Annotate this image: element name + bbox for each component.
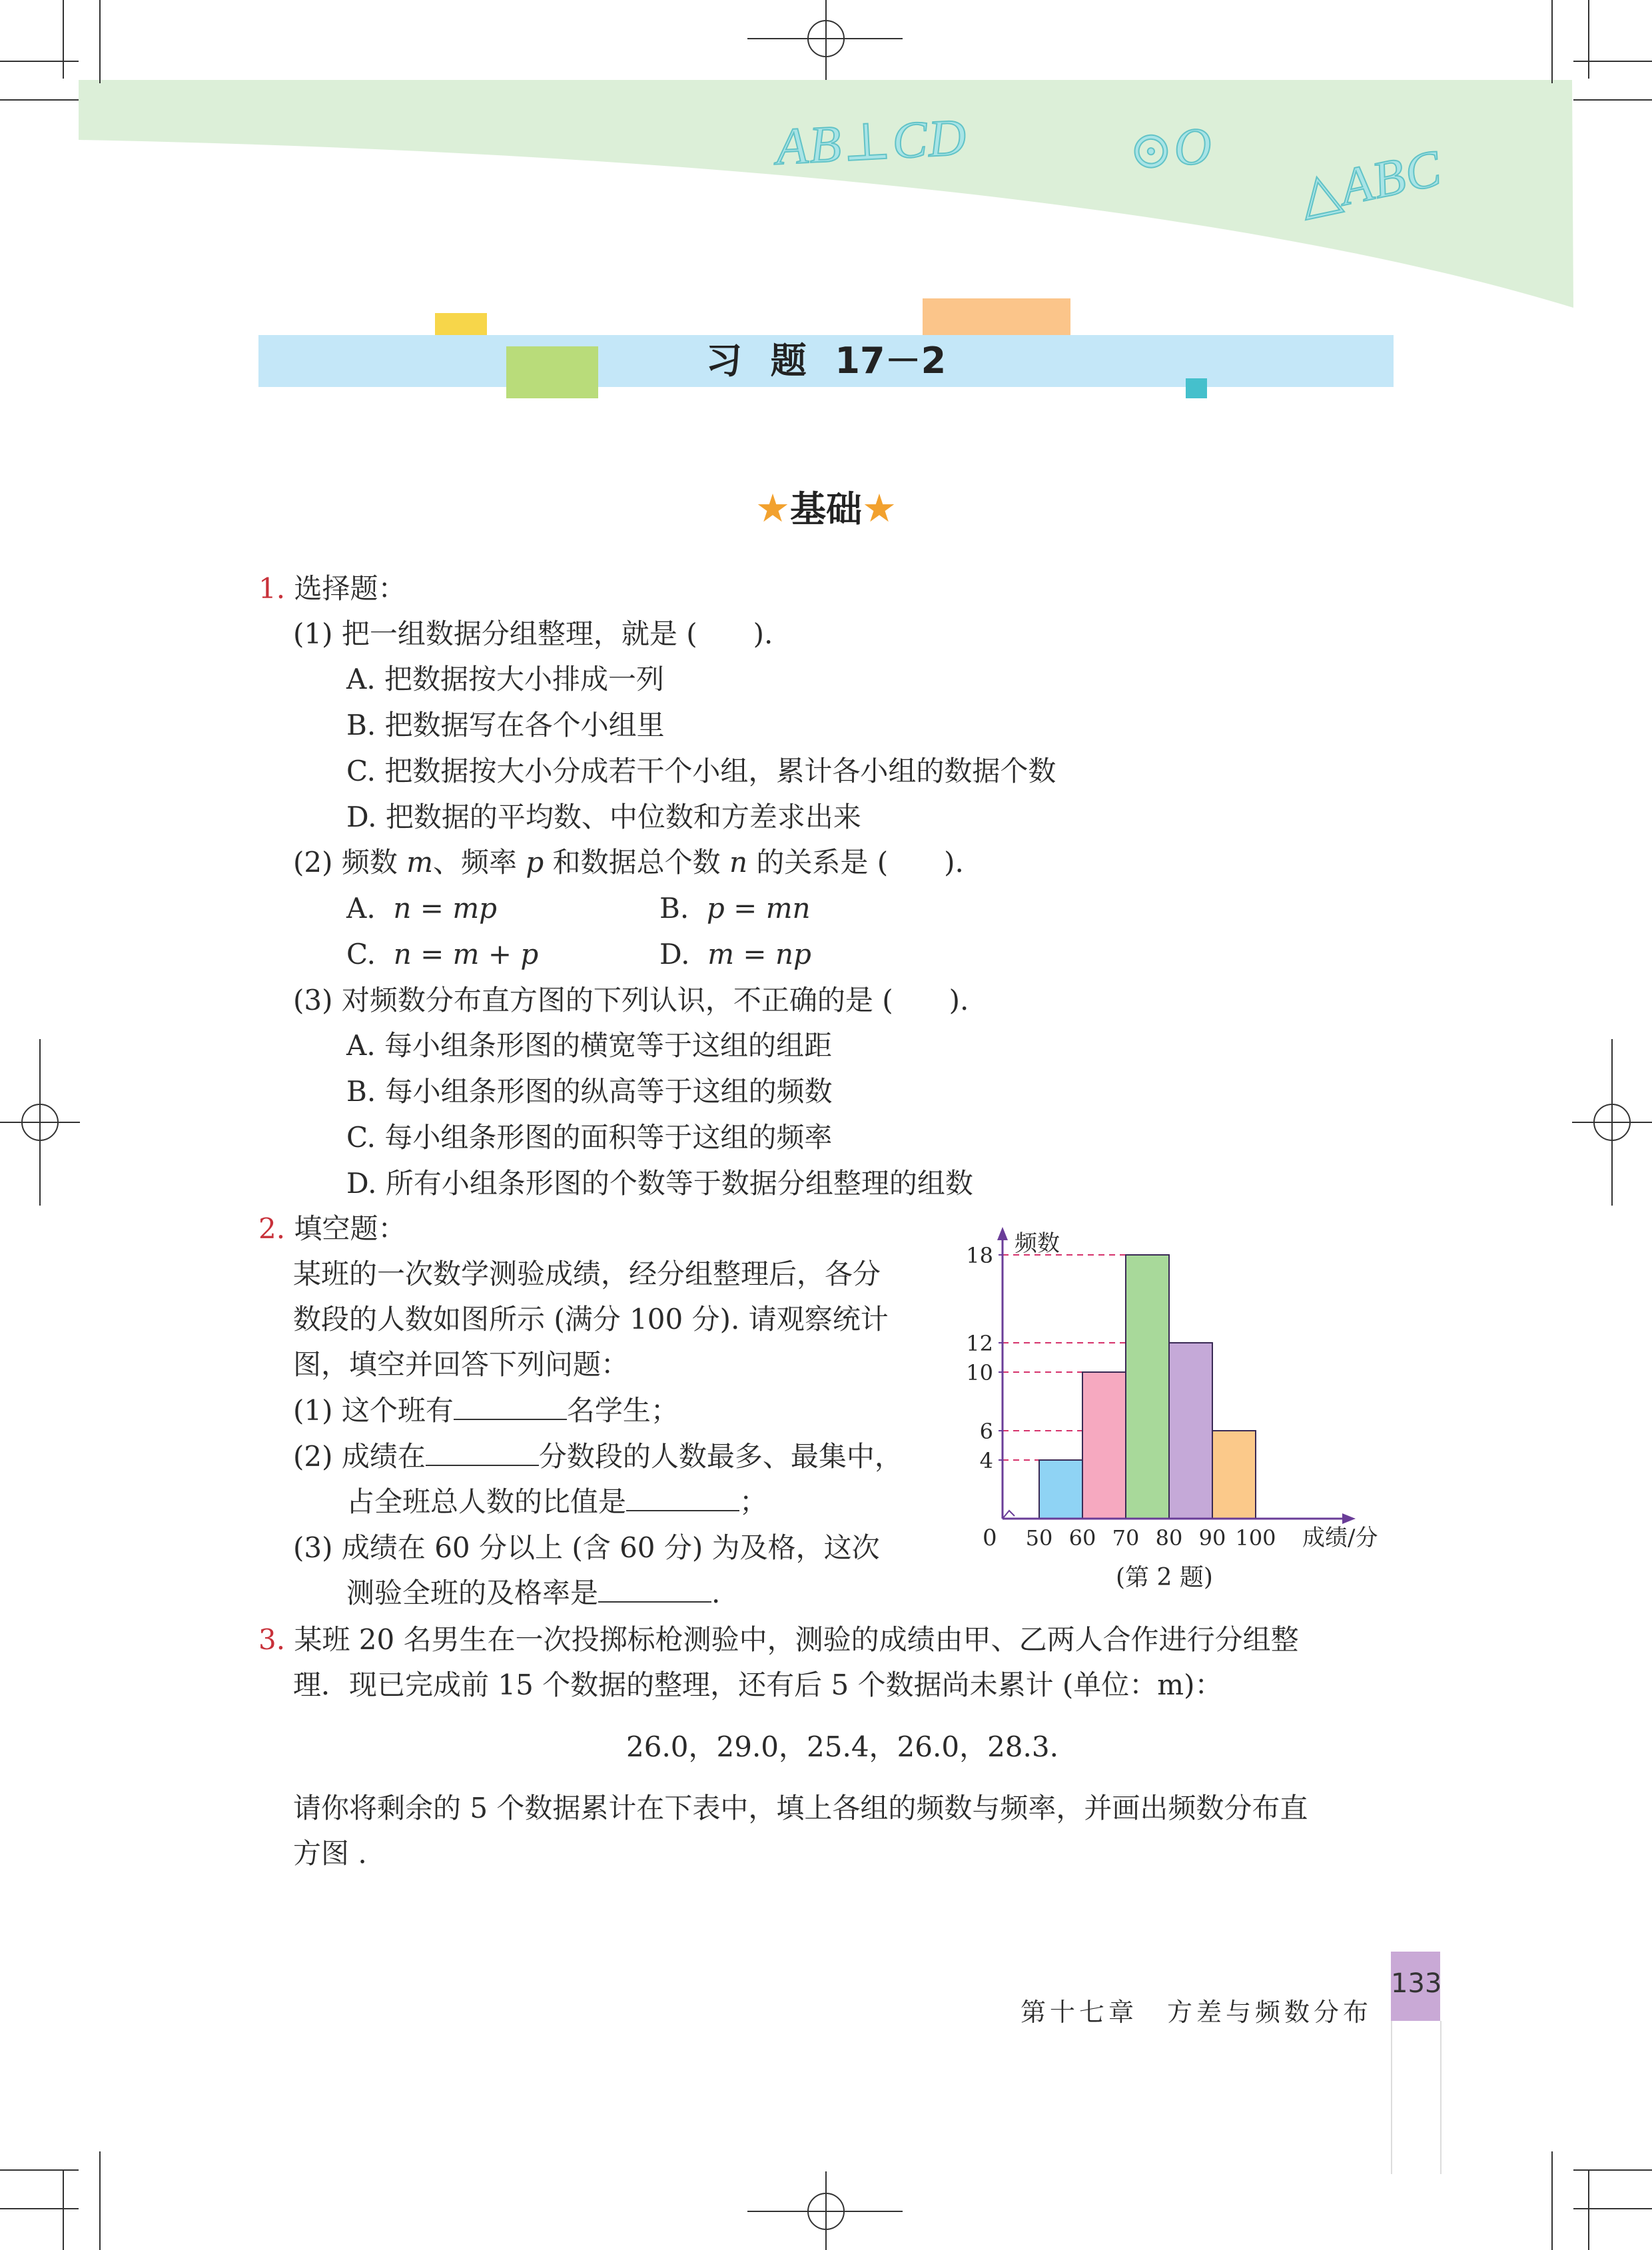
question-number: 1. [258,572,286,605]
y-tick-label: 10 [966,1360,993,1385]
y-axis-label: 频数 [1015,1230,1060,1257]
question-3-line-2: 理．现已完成前 15 个数据的整理，还有后 5 个数据尚未累计 (单位：m)： [293,1669,1223,1701]
q1-sub1-option-b: B. 把数据写在各个小组里 [346,709,665,741]
question-1-header [258,570,406,607]
q1-sub2-option-a: A. n = mp [346,892,498,925]
section-label: 基础 [790,488,862,530]
question-3-data: 26.0，29.0，25.4，26.0，28.3. [626,1730,1058,1763]
q2-sub3: (3) 成绩在 60 分以上 (含 60 分) 为及格，这次 [293,1531,880,1564]
deco-formula-triangle: △ABC [1294,138,1447,225]
origin-label: 0 [983,1525,997,1551]
y-axis-arrow-icon [997,1227,1008,1240]
question-text: 选择题： [294,572,406,605]
star-icon: ★ [862,486,897,531]
x-axis-arrow-icon [1342,1513,1356,1524]
deco-formula-perpendicular: AB⊥CD [774,107,969,176]
q2-sub1: (1) 这个班有 名学生； [293,1392,679,1429]
q1-sub2-option-d: D. m = np [659,938,811,970]
answer-blank[interactable] [426,1438,539,1466]
x-tick-label: 70 [1112,1525,1140,1551]
x-tick-label: 50 [1025,1525,1053,1551]
q2-sub3-cont: 测验全班的及格率是 . [346,1575,720,1612]
q1-sub2-option-c: C. n = m + p [346,938,539,970]
q1-sub3-option-b: B. 每小组条形图的纵高等于这组的频数 [346,1075,833,1108]
page-number: 133 [1391,1968,1442,1999]
page-title: 习 题 17－2 [705,340,947,382]
chapter-footer: 第十七章 方差与频数分布 [1020,1998,1372,2027]
y-tick-label: 18 [966,1243,993,1268]
section-heading [0,481,1652,532]
registration-mark-right [1565,1039,1652,1206]
q1-sub2-stem: (2) 频数 m、频率 p 和数据总个数 n 的关系是 ( ). [293,846,964,879]
q1-sub3-option-d: D. 所有小组条形图的个数等于数据分组整理的组数 [346,1167,973,1200]
histogram-bar [1126,1255,1169,1519]
y-tick-label: 12 [966,1331,993,1356]
question-3-line-3: 请你将剩余的 5 个数据累计在下表中，填上各组的频数与频率，并画出频数分布直 [293,1792,1308,1824]
deco-formula-circle: ⊙O [1126,115,1216,181]
answer-blank[interactable] [598,1575,711,1603]
q1-sub3-option-a: A. 每小组条形图的横宽等于这组的组距 [346,1029,833,1062]
x-tick-label: 90 [1198,1525,1226,1551]
q1-sub3-option-c: C. 每小组条形图的面积等于这组的频率 [346,1121,833,1154]
histogram-bar [1039,1460,1082,1519]
question-2-header [258,1210,406,1248]
q1-sub1-option-c: C. 把数据按大小分成若干个小组，累计各小组的数据个数 [346,755,1056,787]
q2-desc-line: 某班的一次数学测验成绩，经分组整理后，各分 [293,1258,881,1290]
x-tick-label: 80 [1155,1525,1183,1551]
registration-mark-left [0,1039,87,1206]
q1-sub3-stem: (3) 对频数分布直方图的下列认识，不正确的是 ( ). [293,984,969,1016]
tab-orange [923,298,1070,340]
question-3-line-1: 3. 某班 20 名男生在一次投掷标枪测验中，测验的成绩由甲、乙两人合作进行分组整 [258,1623,1299,1656]
question-number: 3. [258,1623,286,1656]
x-axis-label: 成绩/分 [1302,1525,1378,1551]
q1-sub2-option-b: B. p = mn [659,892,811,925]
question-text: 填空题： [294,1212,406,1245]
answer-blank[interactable] [454,1392,567,1420]
y-tick-label: 4 [979,1448,993,1473]
x-tick-label: 60 [1068,1525,1096,1551]
histogram-bar [1212,1431,1256,1519]
histogram-chart [929,1219,1409,1605]
chart-caption: (第 2 题) [1116,1564,1213,1591]
q2-sub2: (2) 成绩在 分数段的人数最多、最集中， [293,1438,903,1475]
q2-desc-line: 图，填空并回答下列问题： [293,1348,629,1381]
x-tick-label: 100 [1235,1525,1276,1551]
q1-sub1-option-a: A. 把数据按大小排成一列 [346,663,665,695]
question-3-line-4: 方图 . [293,1837,367,1870]
q1-sub1-stem: (1) 把一组数据分组整理，就是 ( ). [293,617,773,650]
axis-break-icon [1003,1511,1015,1519]
q2-desc-line: 数段的人数如图所示 (满分 100 分). 请观察统计 [293,1303,889,1335]
histogram-bar [1082,1372,1126,1519]
q2-sub2-cont: 占全班总人数的比值是 ； [346,1483,767,1521]
y-tick-label: 6 [979,1419,993,1444]
question-number: 2. [258,1212,286,1245]
star-icon: ★ [755,486,790,531]
registration-marks-bottom [0,2145,1652,2250]
q1-sub1-option-d: D. 把数据的平均数、中位数和方差求出来 [346,801,861,833]
histogram-bar [1169,1343,1212,1519]
answer-blank[interactable] [626,1483,739,1511]
